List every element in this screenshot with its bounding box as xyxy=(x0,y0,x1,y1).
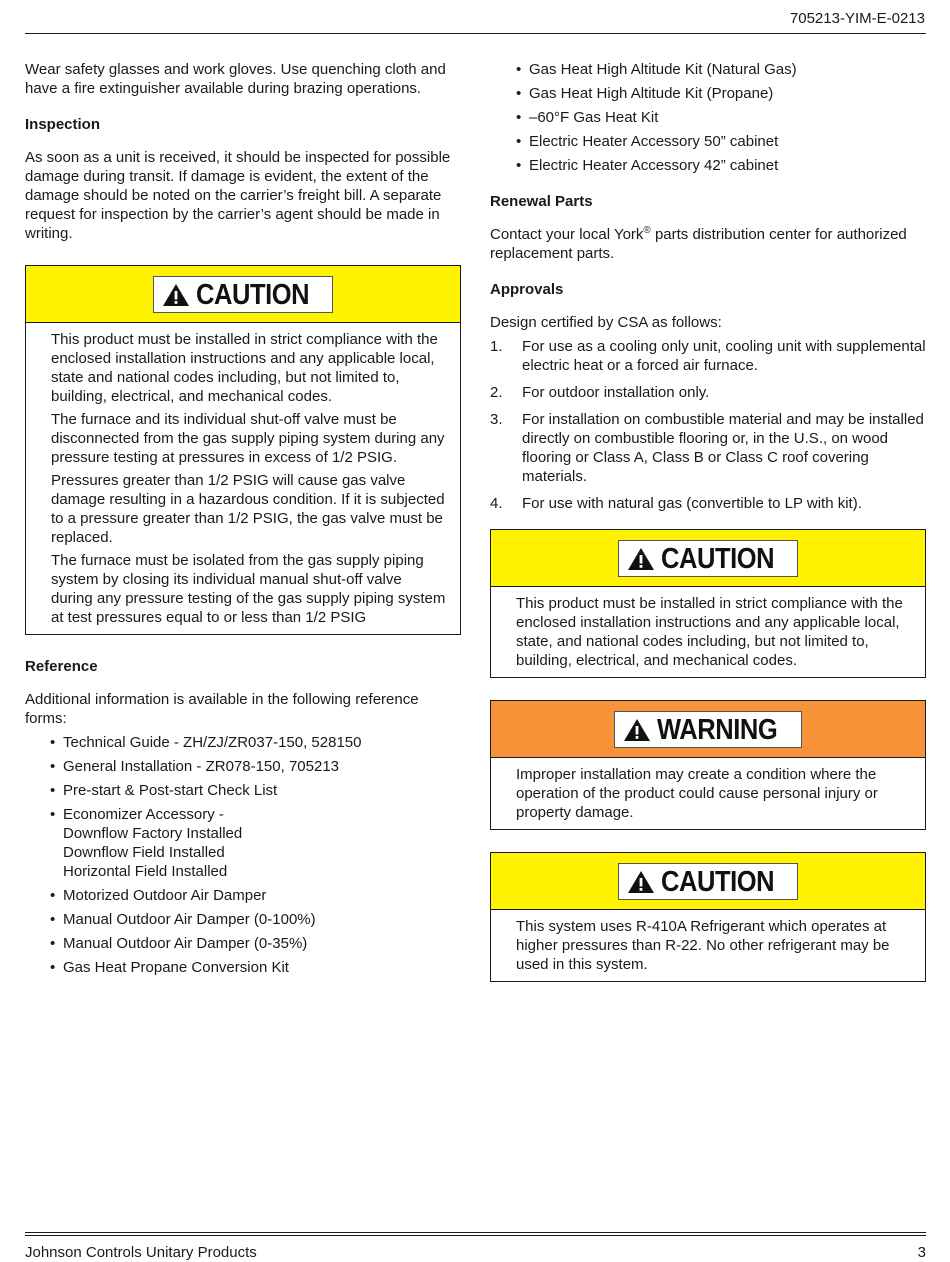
warning-body xyxy=(491,758,925,829)
list-item: • Pre-start & Post-start Check List xyxy=(50,782,278,799)
caution-body xyxy=(26,323,460,634)
list-item: • Electric Heater Accessory 42” cabinet xyxy=(516,157,779,174)
page-number: 3 xyxy=(917,1244,926,1261)
sub-item: Downflow Factory Installed xyxy=(63,825,243,842)
reference-heading: Reference xyxy=(25,658,98,675)
warning-band xyxy=(491,701,925,758)
approvals-heading: Approvals xyxy=(490,281,564,298)
warning-triangle-icon xyxy=(627,870,655,894)
caution-label xyxy=(618,540,799,577)
warning-text: Improper installation may create a condition where the operation of the product could cause personal injury or property damage. xyxy=(516,766,878,821)
left-column xyxy=(25,60,461,982)
list-item: 4. For use with natural gas (convertible to LP with kit). xyxy=(490,495,862,512)
inspection-paragraph: As soon as a unit is received, it should be inspected for possible damage during transit. If damage is evident, the extent of the damage should be noted on the carrier’s freight bill. A separate request for inspection by the carrier’s agent should be made in writing. xyxy=(25,149,451,242)
top-rule xyxy=(25,33,926,34)
caution-body xyxy=(491,587,925,677)
caution-label xyxy=(618,863,799,900)
caution-text: This product must be installed in strict compliance with the enclosed installation instructions and any applicable local, state, and national codes including, but not limited to, building, electrical, and mechanical codes. xyxy=(516,595,903,669)
warning-triangle-icon xyxy=(627,547,655,571)
caution-paragraph: Pressures greater than 1/2 PSIG will cause gas valve damage resulting in a hazardous condition. If it is subjected to a pressure greater than 1/2 PSIG, the gas valve must be replaced. xyxy=(51,472,445,546)
caution-text: This system uses R-410A Refrigerant which operates at higher pressures than R-22. No other refrigerant may be used in this system. xyxy=(516,918,890,973)
document-id: 705213-YIM-E-0213 xyxy=(789,10,925,27)
footer-company: Johnson Controls Unitary Products xyxy=(25,1244,257,1261)
caution-label xyxy=(153,276,334,313)
list-item: 2. For outdoor installation only. xyxy=(490,384,710,401)
list-item: • Electric Heater Accessory 50” cabinet xyxy=(516,133,779,150)
list-item: • Gas Heat High Altitude Kit (Natural Gas) xyxy=(516,61,797,78)
reference-intro: Additional information is available in the following reference forms: xyxy=(25,691,419,727)
list-item: • Motorized Outdoor Air Damper xyxy=(50,887,267,904)
list-item: • Gas Heat Propane Conversion Kit xyxy=(50,959,289,976)
caution-band xyxy=(491,530,925,587)
renewal-heading: Renewal Parts xyxy=(490,193,593,210)
sub-item: Horizontal Field Installed xyxy=(63,863,228,880)
list-item: • Manual Outdoor Air Damper (0-35%) xyxy=(50,935,308,952)
right-column xyxy=(490,60,926,1004)
footer-rule xyxy=(25,1235,926,1236)
sub-item: Downflow Field Installed xyxy=(63,844,225,861)
warning-triangle-icon xyxy=(623,718,651,742)
list-item: 3. For installation on combustible material and may be installed directly on combustible flooring or, in the U.S., on wood flooring or Class A, Class B or Class C roof covering materials. xyxy=(490,411,924,485)
caution-box-compliance xyxy=(490,529,926,678)
inspection-heading: Inspection xyxy=(25,116,101,133)
caution-band xyxy=(26,266,460,323)
caution-box-gas xyxy=(25,265,461,635)
warning-box xyxy=(490,700,926,830)
list-item: • Technical Guide - ZH/ZJ/ZR037-150, 528150 xyxy=(50,734,362,751)
list-item: • Gas Heat High Altitude Kit (Propane) xyxy=(516,85,774,102)
caution-word: CAUTION xyxy=(195,278,309,311)
caution-body xyxy=(491,910,925,981)
footer-rule xyxy=(25,1232,926,1233)
list-item: • –60°F Gas Heat Kit xyxy=(516,109,659,126)
list-item: • Manual Outdoor Air Damper (0-100%) xyxy=(50,911,316,928)
intro-paragraph: Wear safety glasses and work gloves. Use quenching cloth and have a fire extinguisher available during brazing operations. xyxy=(25,61,446,97)
caution-paragraph: The furnace must be isolated from the gas supply piping system by closing its individual manual shut-off valve during any pressure testing of the gas supply piping system at test pressures equal to or less than 1/2 PSIG xyxy=(51,552,446,626)
registered-mark: ® xyxy=(643,225,651,236)
caution-paragraph: The furnace and its individual shut-off valve must be disconnected from the gas supply piping system during any pressure testing at pressures in excess of 1/2 PSIG. xyxy=(51,411,445,466)
caution-word: CAUTION xyxy=(660,542,774,575)
approvals-list xyxy=(490,337,926,513)
caution-box-refrigerant xyxy=(490,852,926,982)
list-item: • General Installation - ZR078-150, 705213 xyxy=(50,758,340,775)
reference-list xyxy=(25,733,461,977)
warning-label xyxy=(614,711,803,748)
list-item: • Economizer Accessory - Downflow Factory Installed Downflow Field Installed Horizontal Field Installed xyxy=(25,805,461,881)
accessory-list xyxy=(490,60,926,175)
renewal-paragraph: Contact your local York® parts distribution center for authorized replacement parts. xyxy=(490,225,907,262)
caution-word: CAUTION xyxy=(660,865,774,898)
caution-paragraph: This product must be installed in strict compliance with the enclosed installation instructions and any applicable local, state and national codes including, but not limited to, building, electrical, and mechanical codes. xyxy=(51,331,438,405)
warning-triangle-icon xyxy=(162,283,190,307)
caution-band xyxy=(491,853,925,910)
list-item: 1. For use as a cooling only unit, cooling unit with supplemental electric heat or a forced air furnace. xyxy=(490,338,926,374)
approvals-intro: Design certified by CSA as follows: xyxy=(490,314,722,331)
warning-word: WARNING xyxy=(656,713,777,746)
